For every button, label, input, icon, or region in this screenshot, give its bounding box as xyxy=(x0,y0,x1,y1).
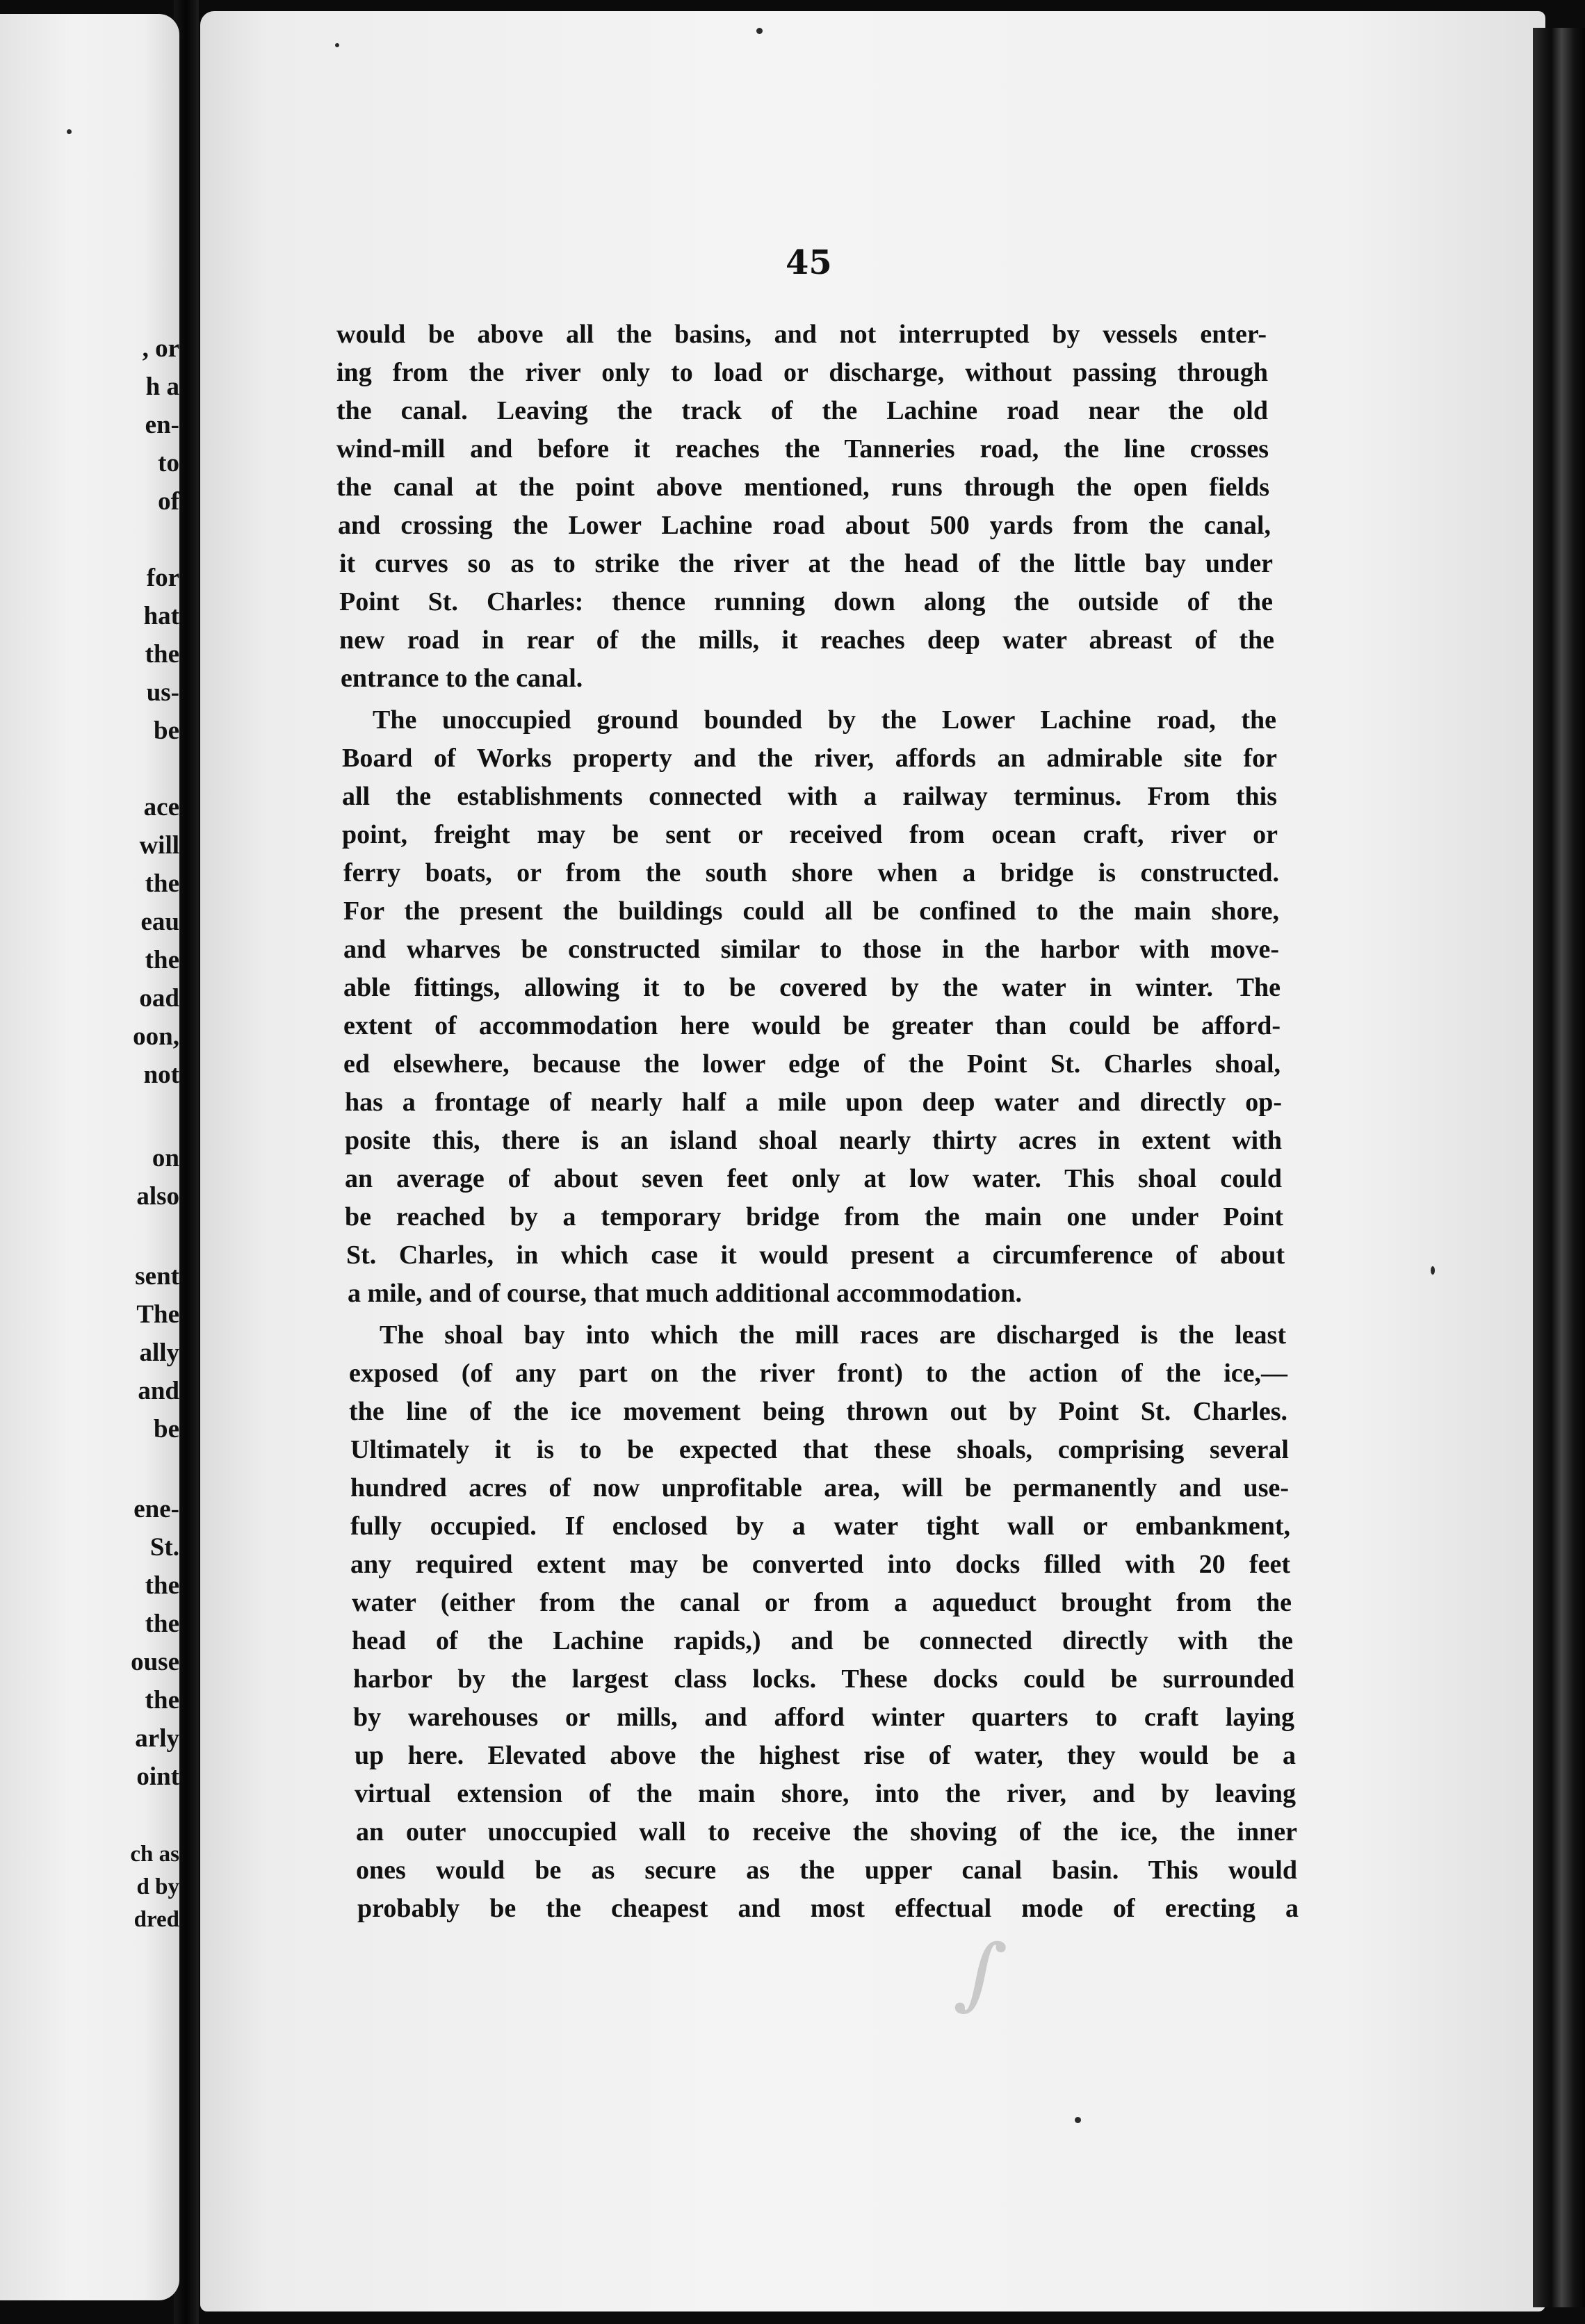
margin-fragment: the xyxy=(145,1686,179,1715)
margin-fragment: be xyxy=(154,1415,179,1443)
margin-fragment: sent xyxy=(135,1262,179,1291)
margin-fragment: of xyxy=(158,487,179,516)
text-line: probably be the cheapest and most effectual mode of erecting a xyxy=(357,1894,1299,1923)
text-line: it curves so as to strike the river at the head of the little bay under xyxy=(339,549,1273,578)
text-line: Ultimately it is to be expected that these shoals, comprising several xyxy=(350,1435,1289,1464)
margin-fragment: and xyxy=(138,1377,179,1405)
margin-fragment: be xyxy=(154,717,179,745)
margin-fragment: The xyxy=(136,1300,179,1329)
text-line: able fittings, allowing it to be covered by the water in winter. The xyxy=(343,973,1281,1002)
margin-fragment: ally xyxy=(139,1339,179,1367)
margin-fragment: for xyxy=(146,564,179,592)
paper-speck xyxy=(756,28,763,34)
text-line: The shoal bay into which the mill races are discharged is the least xyxy=(380,1320,1286,1350)
margin-fragment: ene- xyxy=(133,1495,179,1523)
text-line: The unoccupied ground bounded by the Lower Lachine road, the xyxy=(373,705,1276,735)
paper-speck xyxy=(1431,1266,1435,1275)
margin-fragment: arly xyxy=(135,1724,179,1753)
margin-fragment: ch as xyxy=(130,1842,179,1867)
text-line: extent of accommodation here would be greater than could be afford- xyxy=(343,1011,1281,1040)
text-line: an average of about seven feet only at low water. This shoal could xyxy=(345,1164,1282,1193)
margin-fragment: the xyxy=(145,1571,179,1600)
text-line: would be above all the basins, and not interrupted by vessels enter- xyxy=(336,320,1267,349)
text-line: water (either from the canal or from a aqueduct brought from the xyxy=(352,1588,1292,1617)
text-line: Board of Works property and the river, affords an admirable site for xyxy=(342,744,1277,773)
text-line: and wharves be constructed similar to those in the harbor with move- xyxy=(343,935,1279,964)
margin-fragment: oad xyxy=(139,984,179,1013)
text-line: has a frontage of nearly half a mile upon deep water and directly op- xyxy=(345,1088,1282,1117)
text-line: the canal at the point above mentioned, runs through the open fields xyxy=(336,473,1269,502)
left-page xyxy=(0,14,179,2300)
text-line: ones would be as secure as the upper canal basin. This would xyxy=(356,1856,1297,1885)
text-line: ed elsewhere, because the lower edge of the Point St. Charles shoal, xyxy=(343,1049,1281,1079)
text-line: hundred acres of now unprofitable area, will be permanently and use- xyxy=(350,1473,1289,1503)
text-line: all the establishments connected with a railway terminus. From this xyxy=(342,782,1277,811)
text-line: a mile, and of course, that much additional accommodation. xyxy=(348,1279,1023,1308)
text-line: ing from the river only to load or discharge, without passing through xyxy=(336,358,1268,387)
margin-fragment: eau xyxy=(140,908,179,936)
text-line: wind-mill and before it reaches the Tanneries road, the line crosses xyxy=(336,434,1269,464)
text-line: fully occupied. If enclosed by a water tight wall or embankment, xyxy=(350,1512,1290,1541)
margin-fragment: on xyxy=(152,1144,179,1172)
margin-fragment: h a xyxy=(145,373,179,401)
text-line: St. Charles, in which case it would present a circumference of about xyxy=(346,1241,1285,1270)
margin-fragment: us- xyxy=(146,678,179,707)
margin-fragment: also xyxy=(136,1182,179,1211)
text-line: Point St. Charles: thence running down along the outside of the xyxy=(339,587,1273,616)
text-line: harbor by the largest class locks. These docks could be surrounded xyxy=(353,1664,1294,1694)
margin-fragment: not xyxy=(143,1061,179,1089)
text-line: head of the Lachine rapids,) and be connected directly with the xyxy=(352,1626,1293,1655)
paper-speck xyxy=(67,129,72,134)
margin-fragment: the xyxy=(145,1610,179,1638)
margin-fragment: St. xyxy=(149,1533,179,1562)
text-line: the canal. Leaving the track of the Lachine road near the old xyxy=(336,396,1268,425)
text-line: exposed (of any part on the river front) to the action of the ice,— xyxy=(349,1359,1287,1388)
paper-speck xyxy=(335,43,339,47)
margin-fragment: d by xyxy=(136,1874,179,1899)
margin-fragment: dred xyxy=(133,1907,179,1932)
text-line: an outer unoccupied wall to receive the shoving of the ice, the inner xyxy=(356,1817,1297,1847)
margin-fragment: ace xyxy=(143,793,179,821)
margin-fragment: to xyxy=(158,449,179,477)
margin-fragment: the xyxy=(145,946,179,974)
margin-fragment: the xyxy=(145,869,179,898)
page-number: 45 xyxy=(786,243,832,282)
text-line: entrance to the canal. xyxy=(341,664,583,693)
margin-fragment: , or xyxy=(142,334,179,363)
margin-fragment: ouse xyxy=(131,1648,179,1676)
text-line: by warehouses or mills, and afford winter quarters to craft laying xyxy=(353,1703,1294,1732)
text-line: and crossing the Lower Lachine road about 500 yards from the canal, xyxy=(338,511,1271,540)
text-line: any required extent may be converted into docks filled with 20 feet xyxy=(350,1550,1290,1579)
text-line: be reached by a temporary bridge from the main one under Point xyxy=(345,1202,1283,1231)
margin-fragment: the xyxy=(145,640,179,669)
text-line: virtual extension of the main shore, into the river, and by leaving xyxy=(355,1779,1296,1808)
margin-fragment: hat xyxy=(143,602,179,630)
margin-fragment: oint xyxy=(136,1762,179,1791)
paper-speck xyxy=(1075,2117,1081,2123)
margin-fragment: oon, xyxy=(133,1022,179,1051)
book-edge xyxy=(1533,28,1585,2307)
margin-fragment: en- xyxy=(145,411,179,439)
text-line: the line of the ice movement being thrown out by Point St. Charles. xyxy=(349,1397,1287,1426)
margin-fragment: will xyxy=(139,831,179,860)
text-line: up here. Elevated above the highest rise of water, they would be a xyxy=(355,1741,1296,1770)
text-line: ferry boats, or from the south shore when a bridge is constructed. xyxy=(343,858,1279,887)
text-line: posite this, there is an island shoal nearly thirty acres in extent with xyxy=(345,1126,1282,1155)
text-line: For the present the buildings could all be confined to the main shore, xyxy=(343,897,1279,926)
text-line: point, freight may be sent or received from ocean craft, river or xyxy=(342,820,1278,849)
pencil-mark-icon: ∫ xyxy=(951,1922,1011,2025)
text-line: new road in rear of the mills, it reaches deep water abreast of the xyxy=(339,625,1274,655)
